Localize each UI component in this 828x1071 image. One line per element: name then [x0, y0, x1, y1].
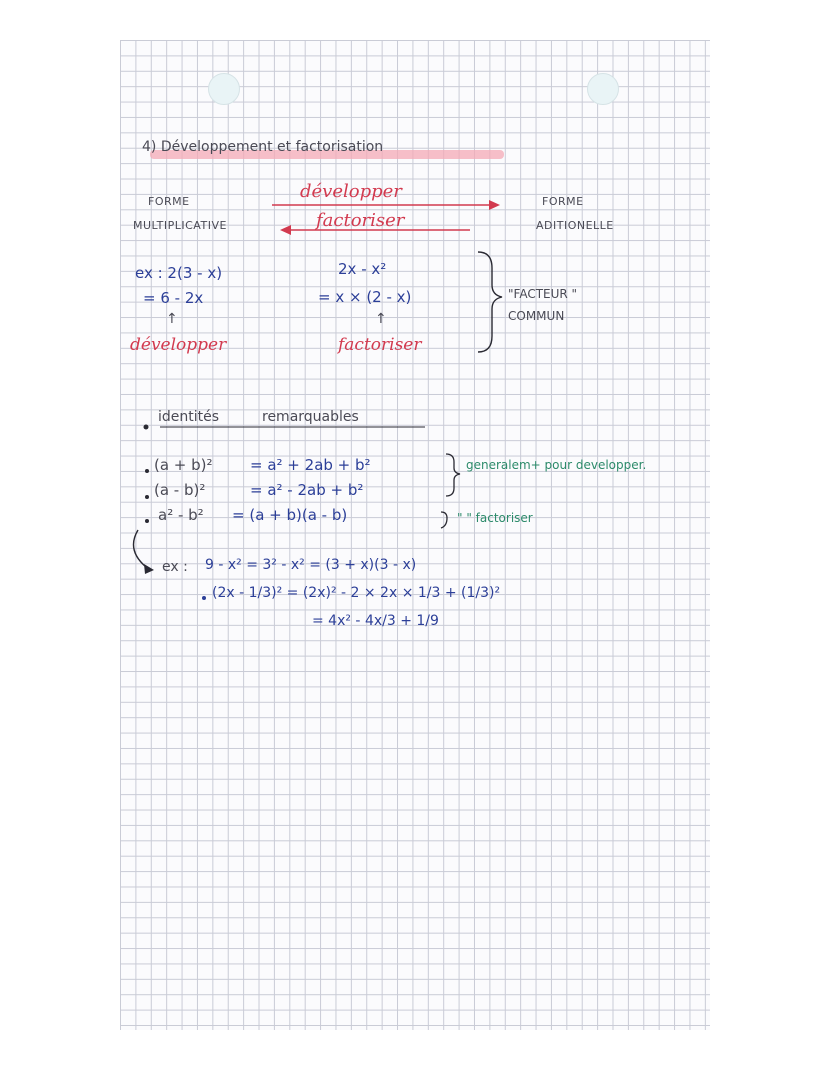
- examples-curve: [134, 530, 147, 567]
- bullet-dot: [145, 495, 149, 499]
- bullet-dot: [145, 519, 149, 523]
- factor-arrowhead: [280, 225, 291, 235]
- form-right-line2: ADITIONELLE: [536, 219, 614, 232]
- bullet-dot: [202, 596, 206, 600]
- factor-arrow-label: factoriser: [316, 210, 405, 231]
- bullet-dot: [145, 469, 149, 473]
- identity3-right: = (a + b)(a - b): [232, 506, 348, 524]
- develop-arrow-label: développer: [300, 181, 402, 202]
- note-develop: generalem+ pour developper.: [466, 458, 647, 472]
- examples2-line1: 9 - x² = 3² - x² = (3 + x)(3 - x): [205, 557, 417, 573]
- ex2-line2: = x × (2 - x): [318, 288, 412, 306]
- examples-arrowhead: [144, 564, 154, 574]
- form-left-line2: MULTIPLICATIVE: [133, 219, 227, 232]
- form-left-line1: FORME: [148, 195, 190, 208]
- identity2-right: = a² - 2ab + b²: [250, 481, 364, 499]
- identity1-right: = a² + 2ab + b²: [250, 456, 371, 474]
- common-factor-brace: [478, 252, 502, 352]
- identities-heading-word1: identités: [158, 409, 220, 425]
- ex2-up-arrow-icon: ↑: [375, 311, 387, 327]
- bullet-dot: [144, 425, 149, 430]
- ex1-label: développer: [130, 335, 227, 355]
- identity3-left: a² - b²: [158, 506, 204, 524]
- examples2-line2: (2x - 1/3)² = (2x)² - 2 × 2x × 1/3 + (1/3)²: [212, 585, 501, 601]
- ex1-line2: = 6 - 2x: [143, 289, 204, 307]
- common-factor-note-line2: COMMUN: [508, 309, 565, 323]
- identities-heading-word2: remarquables: [262, 409, 359, 425]
- section-title: 4) Développement et factorisation: [142, 139, 384, 155]
- common-factor-note-line1: "FACTEUR ": [508, 287, 578, 301]
- identities-brace-2: [441, 512, 447, 528]
- ex2-line1: 2x - x²: [338, 260, 387, 278]
- form-right-line1: FORME: [542, 195, 584, 208]
- note-factor: " " factoriser: [457, 511, 533, 525]
- examples2-line3: = 4x² - 4x/3 + 1/9: [312, 613, 439, 629]
- ex1-line1: ex : 2(3 - x): [135, 264, 223, 282]
- identities-brace-1: [446, 454, 460, 496]
- ex1-up-arrow-icon: ↑: [166, 311, 178, 327]
- identity1-left: (a + b)²: [154, 456, 213, 474]
- examples2-prefix: ex :: [162, 559, 188, 575]
- ex2-label: factoriser: [338, 335, 422, 355]
- identity2-left: (a - b)²: [154, 481, 206, 499]
- develop-arrowhead: [489, 200, 500, 210]
